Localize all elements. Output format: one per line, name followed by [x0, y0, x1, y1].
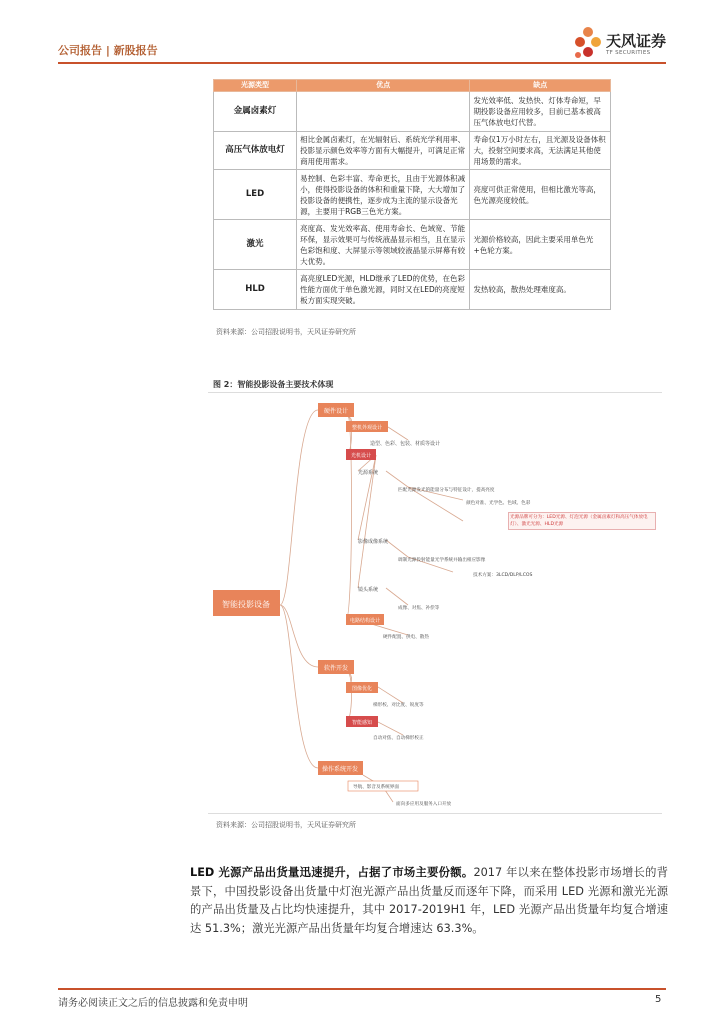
imaging-leaf-2: 技术方案：3LCD/DLP/LCOS	[473, 573, 533, 578]
header-divider	[58, 62, 666, 64]
table-cell-type: 金属卤素灯	[214, 92, 297, 132]
smart-label: 智能感知	[351, 720, 373, 726]
table-cell-pro: 亮度高、发光效率高、使用寿命长、色域宽、节能环保，显示效果可与传统液晶显示相当，且在显示色彩饱和度、大屏显示等领域较液晶显示屏幕有较大优势。	[297, 220, 470, 270]
table-header-row	[214, 80, 611, 92]
table-cell-type: 激光	[214, 220, 297, 270]
table-cell-con: 发热较高，散热处理难度高。	[470, 270, 611, 310]
hardware-label: 硬件设计	[323, 408, 349, 415]
table-header-cell: 优点	[297, 80, 470, 92]
figure-title: 图 2：智能投影设备主要技术体现	[213, 380, 334, 389]
image-label: 图像优化	[351, 686, 373, 692]
light-leaf-2: 颜色对准、光学色、色域、色彩	[466, 501, 531, 506]
table-cell-type: LED	[214, 170, 297, 220]
logo-name: 天风证券	[606, 32, 667, 50]
light-leaf-3: 光源品牌可分为：LED光源、灯泡光源（金属卤素灯和高压气体放电灯）、激光光源、HLD光源	[508, 512, 656, 530]
table-header-cell: 光源类型	[214, 80, 297, 92]
table-cell-type: 高压气体放电灯	[214, 132, 297, 170]
body-lead: LED 光源产品出货量迅速提升，占据了市场主要份额。	[190, 866, 474, 879]
figure-bottom-divider	[208, 813, 662, 814]
system-label: 操作系统开发	[321, 766, 359, 773]
imaging-label: 影像成像系统	[358, 539, 389, 545]
table-cell-pro: 易控制、色彩丰富、寿命更长，且由于光源体积减小，使得投影设备的体积和重量下降，大大增加了投影设备的便携性，逐步成为主流的显示设备光源，主要用于RGB三色光方案。	[297, 170, 470, 220]
light-leaf-1: 匹配光源发光的能量分布与特征设计，提高亮度	[398, 488, 495, 493]
table-cell-con: 发光效率低、发热快、灯体寿命短，早期投影设备应用较多，目前已基本被高压气体放电灯代替。	[470, 92, 611, 132]
circuit-label: 电路结构设计	[349, 618, 381, 624]
logo-subname: TF SECURITIES	[606, 50, 651, 56]
body-paragraph	[190, 864, 668, 938]
software-label: 软件开发	[323, 665, 349, 672]
report-type: 公司报告 | 新股报告	[58, 44, 158, 57]
light-source-table	[213, 79, 611, 310]
table-header-cell: 缺点	[470, 80, 611, 92]
imaging-leaf-1: 调制光源投射能量光学系统并输出相应影像	[398, 558, 486, 563]
table-cell-con: 亮度可供正常使用，但相比激光等高，色光源亮度较低。	[470, 170, 611, 220]
table-source: 资料来源：公司招股说明书，天风证券研究所	[216, 328, 356, 336]
figure-source: 资料来源：公司招股说明书，天风证券研究所	[216, 821, 356, 829]
root-label: 智能投影设备	[222, 600, 270, 609]
table-cell-pro: 高亮度LED光源，HLD继承了LED的优势，在色彩性能方面优于单色激光源，同时又在LED的亮度短板方面实现突破。	[297, 270, 470, 310]
table-row	[214, 270, 611, 310]
circuit-leaf: 硬件配置、供电、散热	[383, 635, 429, 640]
optical-label: 光机设计	[350, 453, 372, 459]
lens-label: 镜头系统	[358, 587, 379, 593]
table-cell-con: 寿命仅1万小时左右，且光源及设备体积大，投射空间要求高，无法满足其他使用场景的需求。	[470, 132, 611, 170]
figure-top-divider	[208, 392, 662, 393]
table-row	[214, 170, 611, 220]
light-leaf-3-wrap	[508, 512, 656, 534]
table-row	[214, 220, 611, 270]
system-leaf-2: 面向多应用及服务入口开放	[396, 802, 452, 807]
smart-leaf: 自动对焦、自动梯形校正	[373, 736, 424, 741]
table-cell-pro: 相比金属卤素灯，在光辐射后、系统光学利用率、投影显示颜色效率等方面有大幅提升，可满足正常商用使用需求。	[297, 132, 470, 170]
machine-leaf: 造型、色彩、包装、材质等设计	[370, 441, 441, 447]
mind-map	[208, 395, 662, 813]
image-leaf: 梯形校、对比度、锐度等	[373, 703, 424, 708]
table-cell-pro	[297, 92, 470, 132]
footer-disclaimer: 请务必阅读正文之后的信息披露和免责申明	[58, 998, 248, 1009]
table-row	[214, 92, 611, 132]
table-cell-type: HLD	[214, 270, 297, 310]
table-row	[214, 132, 611, 170]
footer-divider	[58, 988, 666, 990]
lens-leaf: 成像、对焦、补偿等	[398, 606, 440, 611]
light-label: 光源系统	[358, 470, 379, 476]
machine-label: 整机外观设计	[351, 425, 383, 431]
body-text: 2017 年以来在整体投影市场增长的背景下，中国投影设备出货量中灯泡光源产品出货量反而逐年下降，而采用 LED 光源和激光光源的产品出货量及占比均快速提升，其中 2017-2019H1 年，LED 光源产品出货量年均复合增速达 51.3%；激光光源产品出货量年均复合增速达 63.3%。	[190, 866, 668, 935]
system-leaf-1: 导航、影音及系统界面	[353, 785, 399, 790]
table-cell-con: 光源价格较高，因此主要采用单色光+色轮方案。	[470, 220, 611, 270]
page-number: 5	[655, 994, 662, 1005]
